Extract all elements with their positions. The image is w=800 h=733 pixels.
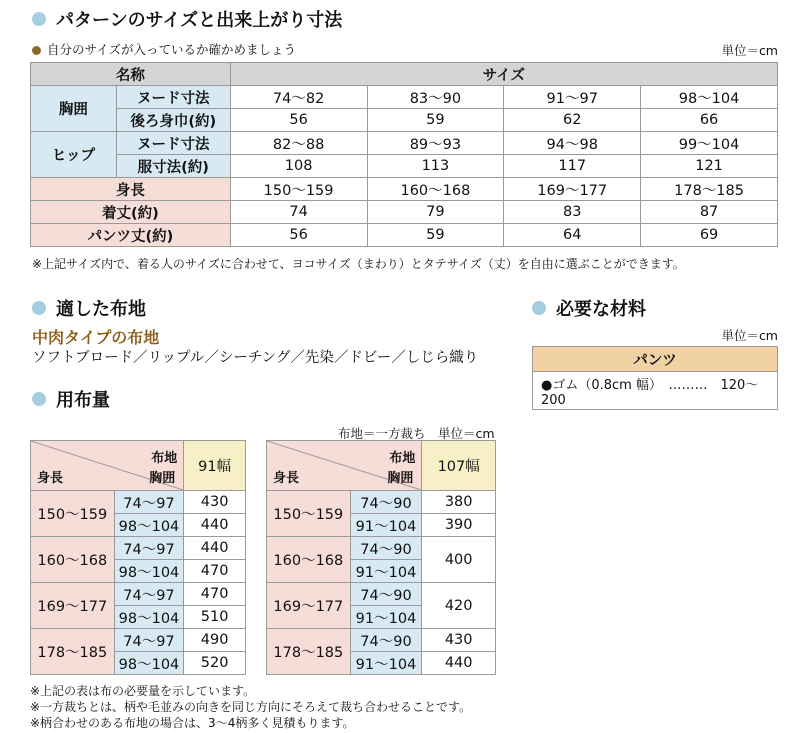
corner-cell xyxy=(267,441,422,491)
value-cell: 490 xyxy=(184,629,246,652)
corner-chest: 胸囲 xyxy=(387,471,414,486)
cell: 160〜168 xyxy=(367,178,504,201)
corner-height: 身長 xyxy=(37,471,64,486)
section-title: 適した布地 xyxy=(56,299,146,320)
value-cell: 420 xyxy=(422,583,496,629)
corner-chest: 胸囲 xyxy=(149,471,176,486)
chest-cell: 74〜90 xyxy=(350,537,422,560)
cell: 113 xyxy=(367,155,504,178)
row-label: ヌード寸法 xyxy=(116,86,230,109)
cell: 74 xyxy=(230,201,367,224)
value-cell: 470 xyxy=(184,583,246,606)
value-cell: 430 xyxy=(184,491,246,514)
size-table xyxy=(30,62,778,247)
cell: 83〜90 xyxy=(367,86,504,109)
cell: 83 xyxy=(504,201,641,224)
unit-label: 単位＝cm xyxy=(721,328,778,343)
cell: 74〜82 xyxy=(230,86,367,109)
section-heading-fabric xyxy=(32,295,146,321)
cell: 56 xyxy=(230,224,367,247)
cell: 56 xyxy=(230,109,367,132)
corner-cell xyxy=(31,441,184,491)
row-label: 後ろ身巾(約) xyxy=(116,109,230,132)
cell: 87 xyxy=(641,201,778,224)
cell: 108 xyxy=(230,155,367,178)
value-cell: 390 xyxy=(422,514,496,537)
value-cell: 380 xyxy=(422,491,496,514)
cell: 62 xyxy=(504,109,641,132)
section-heading-yardage xyxy=(32,386,110,412)
section-heading-sizes xyxy=(32,6,342,32)
width-header: 91幅 xyxy=(184,441,246,491)
value-cell: 440 xyxy=(422,652,496,675)
row-label: ヌード寸法 xyxy=(116,132,230,155)
corner-height: 身長 xyxy=(273,471,300,486)
chest-cell: 98〜104 xyxy=(114,606,184,629)
value-cell: 430 xyxy=(422,629,496,652)
row-label: 身長 xyxy=(31,178,231,201)
chest-cell: 74〜90 xyxy=(350,491,422,514)
group-chest: 胸囲 xyxy=(31,86,117,132)
chest-cell: 91〜104 xyxy=(350,606,422,629)
row-label: 服寸法(約) xyxy=(116,155,230,178)
cell: 121 xyxy=(641,155,778,178)
cell: 91〜97 xyxy=(504,86,641,109)
cell: 178〜185 xyxy=(641,178,778,201)
yardage-unit: 布地＝一方裁ち 単位＝cm xyxy=(338,426,495,441)
cell: 82〜88 xyxy=(230,132,367,155)
value-cell: 440 xyxy=(184,514,246,537)
unit-label: 単位＝cm xyxy=(721,43,778,58)
value-cell: 510 xyxy=(184,606,246,629)
row-label: パンツ丈(約) xyxy=(31,224,231,247)
chest-cell: 74〜90 xyxy=(350,583,422,606)
fabric-subtitle: 中肉タイプの布地 xyxy=(32,328,160,347)
cell: 59 xyxy=(367,109,504,132)
chest-cell: 74〜97 xyxy=(114,537,184,560)
chest-cell: 91〜104 xyxy=(350,652,422,675)
chest-cell: 98〜104 xyxy=(114,514,184,537)
cell: 69 xyxy=(641,224,778,247)
yardage-table-107 xyxy=(266,440,496,675)
chest-cell: 74〜90 xyxy=(350,629,422,652)
circle-bullet-icon xyxy=(32,12,46,26)
materials-table xyxy=(532,346,778,410)
value-cell: 520 xyxy=(184,652,246,675)
height-cell: 160〜168 xyxy=(31,537,115,583)
value-cell: 400 xyxy=(422,537,496,583)
cell: 79 xyxy=(367,201,504,224)
circle-bullet-icon xyxy=(532,301,546,315)
yardage-note: ※柄合わせのある布地の場合は、3〜4柄多く見積もります。 xyxy=(30,716,355,730)
fabric-list: ソフトブロード／リップル／シーチング／先染／ドビー／しじら織り xyxy=(32,350,479,366)
chest-cell: 98〜104 xyxy=(114,652,184,675)
yardage-note: ※上記の表は布の必要量を示しています。 xyxy=(30,684,256,698)
height-cell: 150〜159 xyxy=(31,491,115,537)
width-header: 107幅 xyxy=(422,441,496,491)
corner-fabric: 布地 xyxy=(151,451,178,466)
yardage-table-91 xyxy=(30,440,246,675)
circle-bullet-icon xyxy=(32,301,46,315)
section-title: 用布量 xyxy=(56,390,110,411)
materials-item: ●ゴム（0.8cm 幅） ……… 120〜200 xyxy=(533,372,778,410)
height-cell: 169〜177 xyxy=(267,583,351,629)
group-hip: ヒップ xyxy=(31,132,117,178)
cell: 59 xyxy=(367,224,504,247)
dot-icon xyxy=(32,46,41,55)
circle-bullet-icon xyxy=(32,392,46,406)
section-title: 必要な材料 xyxy=(556,299,646,320)
chest-cell: 91〜104 xyxy=(350,514,422,537)
header-name: 名称 xyxy=(31,63,231,86)
check-note: 自分のサイズが入っているか確かめましょう xyxy=(32,40,296,58)
corner-fabric: 布地 xyxy=(389,451,416,466)
value-cell: 440 xyxy=(184,537,246,560)
height-cell: 178〜185 xyxy=(267,629,351,675)
height-cell: 169〜177 xyxy=(31,583,115,629)
chest-cell: 74〜97 xyxy=(114,491,184,514)
size-footnote: ※上記サイズ内で、着る人のサイズに合わせて、ヨコサイズ（まわり）とタテサイズ（丈）を自由に選ぶことができます。 xyxy=(32,257,685,271)
cell: 117 xyxy=(504,155,641,178)
row-label: 着丈(約) xyxy=(31,201,231,224)
yardage-note: ※一方裁ちとは、柄や毛並みの向きを同じ方向にそろえて裁ち合わせることです。 xyxy=(30,700,472,714)
section-heading-materials xyxy=(532,295,646,321)
height-cell: 160〜168 xyxy=(267,537,351,583)
chest-cell: 74〜97 xyxy=(114,583,184,606)
cell: 89〜93 xyxy=(367,132,504,155)
height-cell: 150〜159 xyxy=(267,491,351,537)
height-cell: 178〜185 xyxy=(31,629,115,675)
cell: 150〜159 xyxy=(230,178,367,201)
cell: 66 xyxy=(641,109,778,132)
materials-header: パンツ xyxy=(533,347,778,372)
cell: 99〜104 xyxy=(641,132,778,155)
chest-cell: 98〜104 xyxy=(114,560,184,583)
cell: 98〜104 xyxy=(641,86,778,109)
value-cell: 470 xyxy=(184,560,246,583)
section-title: パターンのサイズと出来上がり寸法 xyxy=(56,10,343,31)
cell: 94〜98 xyxy=(504,132,641,155)
chest-cell: 74〜97 xyxy=(114,629,184,652)
header-size: サイズ xyxy=(230,63,777,86)
cell: 64 xyxy=(504,224,641,247)
cell: 169〜177 xyxy=(504,178,641,201)
chest-cell: 91〜104 xyxy=(350,560,422,583)
